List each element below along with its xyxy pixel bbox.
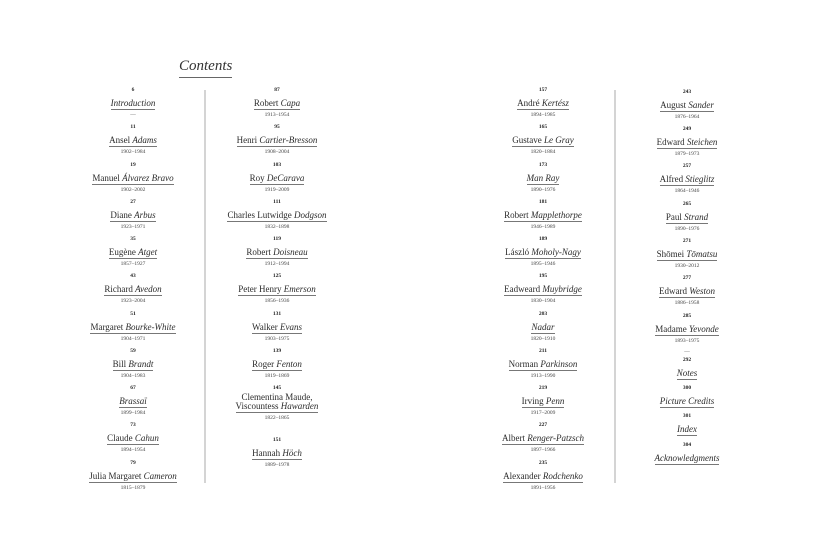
entry-name[interactable] — [677, 425, 697, 436]
page-number: 125 — [272, 273, 282, 279]
given-name: Madame — [655, 324, 690, 334]
toc-entry[interactable] — [207, 88, 347, 119]
surname: Höch — [282, 448, 302, 458]
entry-name[interactable] — [109, 248, 157, 259]
entry-name[interactable] — [655, 325, 718, 336]
given-name: Gustave — [512, 135, 544, 145]
page-number: 227 — [538, 422, 548, 428]
given-name: Edward — [656, 137, 687, 147]
surname: Strand — [684, 212, 709, 222]
given-name: Diane — [110, 210, 135, 220]
page-number: 300 — [682, 385, 692, 391]
life-dates: 1923–2004 — [120, 298, 146, 304]
life-dates: 1856–1936 — [264, 298, 290, 304]
toc-entry[interactable] — [473, 274, 613, 305]
life-dates: — — [130, 112, 136, 118]
surname: Cameron — [143, 471, 177, 481]
page-number: 131 — [272, 311, 282, 317]
surname: Index — [677, 424, 697, 434]
given-name: Norman — [508, 359, 541, 369]
life-dates: 1819–1869 — [264, 373, 290, 379]
page-number: 11 — [130, 124, 136, 130]
surname: Evans — [280, 322, 302, 332]
page-number: 51 — [130, 311, 136, 317]
life-dates: 1946–1989 — [530, 224, 556, 230]
entry-name[interactable] — [252, 360, 302, 371]
entry-name[interactable] — [109, 136, 157, 147]
given-name: Peter Henry — [238, 284, 284, 294]
toc-entry[interactable] — [617, 276, 757, 307]
toc-entry[interactable] — [63, 88, 203, 119]
toc-entry[interactable] — [63, 274, 203, 305]
life-dates: 1890–1976 — [674, 226, 700, 232]
surname: Cahun — [134, 433, 159, 443]
given-name: Robert — [246, 247, 274, 257]
life-dates: 1830–1904 — [530, 298, 556, 304]
given-name: Viscountess — [235, 401, 281, 411]
page-number: 157 — [538, 87, 548, 93]
surname: Man Ray — [526, 173, 560, 183]
column-divider-right — [614, 90, 616, 483]
entry-name[interactable] — [660, 397, 715, 408]
given-name: August — [660, 100, 689, 110]
life-dates: 1923–1971 — [120, 224, 146, 230]
given-name: Alexander — [503, 471, 543, 481]
page-number: 79 — [130, 460, 136, 466]
life-dates: 1864–1946 — [674, 188, 700, 194]
entry-name[interactable] — [111, 99, 156, 110]
page-number: 304 — [682, 442, 692, 448]
entry-name[interactable] — [119, 397, 147, 408]
toc-entry[interactable] — [207, 438, 347, 469]
surname: Picture Credits — [659, 396, 715, 406]
life-dates: 1891–1956 — [530, 485, 556, 491]
entry-name[interactable] — [512, 136, 574, 147]
life-dates: 1894–1954 — [120, 447, 146, 453]
given-name: Shōmei — [656, 249, 687, 259]
page-number: 285 — [682, 313, 692, 319]
life-dates: — — [684, 349, 690, 355]
surname: Doisneau — [273, 247, 308, 257]
entry-name[interactable] — [236, 393, 319, 413]
life-dates: 1904–1983 — [120, 373, 146, 379]
page-number: 301 — [682, 413, 692, 419]
surname: DeCarava — [266, 173, 305, 183]
entry-name[interactable] — [246, 248, 307, 259]
entry-name[interactable] — [107, 434, 159, 445]
given-name: Richard — [104, 284, 136, 294]
given-name: Hannah — [252, 448, 283, 458]
page-number: 151 — [272, 437, 282, 443]
entry-name[interactable] — [252, 323, 302, 334]
surname: Sander — [688, 100, 714, 110]
page-number: 119 — [273, 236, 281, 242]
given-name: Edward — [659, 286, 690, 296]
surname: Kertész — [541, 98, 569, 108]
page-number: 292 — [682, 357, 692, 363]
surname: Álvarez Bravo — [122, 173, 174, 183]
surname: Hawarden — [280, 401, 319, 411]
spacer — [617, 338, 757, 347]
life-dates: 1876–1964 — [674, 114, 700, 120]
entry-name[interactable] — [666, 213, 708, 224]
toc-entry[interactable] — [617, 202, 757, 233]
page-number: 211 — [539, 348, 547, 354]
page-number: 145 — [272, 385, 282, 391]
toc-entry[interactable] — [207, 200, 347, 231]
toc-entry[interactable] — [473, 349, 613, 380]
toc-entry[interactable] — [473, 423, 613, 454]
entry-name[interactable] — [502, 434, 584, 445]
toc-entry[interactable] — [63, 200, 203, 231]
life-dates: 1857–1927 — [120, 261, 146, 267]
entry-name[interactable] — [250, 174, 305, 185]
page-number: 277 — [682, 275, 692, 281]
name-line-1: Clementina Maude, — [241, 392, 313, 402]
given-name: Manuel — [92, 173, 123, 183]
page-number: 165 — [538, 124, 548, 130]
life-dates: 1913–1990 — [530, 373, 556, 379]
page-number: 139 — [272, 348, 282, 354]
page-number: 6 — [131, 87, 135, 93]
given-name: André — [517, 98, 542, 108]
surname: Dodgson — [293, 210, 327, 220]
life-dates: 1815–1879 — [120, 485, 146, 491]
toc-entry[interactable] — [473, 312, 613, 343]
life-dates: 1897–1966 — [530, 447, 556, 453]
entry-name[interactable] — [522, 397, 565, 408]
given-name: Roy — [249, 173, 267, 183]
given-name: Alfred — [659, 174, 686, 184]
surname: Rodchenko — [542, 471, 583, 481]
toc-entry[interactable] — [63, 163, 203, 194]
page-number: 249 — [682, 126, 692, 132]
surname: Cartier-Bresson — [259, 135, 318, 145]
toc-entry[interactable] — [207, 349, 347, 380]
page-number: 181 — [538, 199, 548, 205]
life-dates: 1832–1898 — [264, 224, 290, 230]
entry-name[interactable] — [527, 174, 560, 185]
given-name: Irving — [521, 396, 546, 406]
page-number: 243 — [682, 89, 692, 95]
toc-entry[interactable] — [473, 461, 613, 492]
given-name: Eadweard — [504, 284, 543, 294]
contents-title: Contents — [179, 58, 232, 78]
page-number: 173 — [538, 162, 548, 168]
entry-name[interactable] — [238, 285, 315, 296]
entry-name[interactable] — [660, 101, 714, 112]
surname: Notes — [676, 368, 698, 378]
entry-name[interactable] — [113, 360, 154, 371]
given-name: Claude — [107, 433, 135, 443]
toc-entry[interactable] — [617, 164, 757, 195]
given-name: Robert — [504, 210, 531, 220]
given-name: Ansel — [109, 135, 133, 145]
surname: Moholy-Nagy — [531, 247, 581, 257]
page-number: 27 — [130, 199, 136, 205]
toc-entry[interactable] — [617, 358, 757, 380]
surname: Atget — [138, 247, 158, 257]
column-divider-left — [204, 90, 206, 483]
surname: Renger-Patzsch — [527, 433, 585, 443]
toc-entry[interactable] — [617, 386, 757, 408]
entry-name[interactable] — [110, 211, 155, 222]
toc-entry[interactable] — [63, 125, 203, 156]
page-number: 203 — [538, 311, 548, 317]
page-number: 67 — [130, 385, 136, 391]
given-name: Paul — [665, 212, 685, 222]
toc-entry[interactable] — [63, 237, 203, 268]
toc-entry[interactable] — [617, 443, 757, 465]
given-name: Henri — [236, 135, 260, 145]
surname: Fenton — [276, 359, 302, 369]
toc-entry[interactable] — [617, 414, 757, 436]
entry-name[interactable] — [252, 449, 302, 460]
page-number: 87 — [274, 87, 280, 93]
surname: Steichen — [686, 137, 718, 147]
page-number: 189 — [538, 236, 548, 242]
surname: Emerson — [283, 284, 316, 294]
given-name: Charles Lutwidge — [227, 210, 294, 220]
surname: Parkinson — [540, 359, 578, 369]
life-dates: 1893–1975 — [674, 338, 700, 344]
surname: Le Gray — [544, 135, 574, 145]
entry-name[interactable] — [89, 472, 177, 483]
given-name: Bill — [112, 359, 129, 369]
surname: Mapplethorpe — [530, 210, 582, 220]
life-dates: 1903–1975 — [264, 336, 290, 342]
toc-entry[interactable] — [473, 125, 613, 156]
given-name: Eugène — [108, 247, 139, 257]
given-name: Albert — [501, 433, 528, 443]
toc-entry[interactable] — [617, 239, 757, 270]
entry-name[interactable] — [657, 138, 718, 149]
surname: Brassaï — [119, 396, 147, 406]
given-name: Margaret — [90, 322, 126, 332]
entry-name[interactable] — [659, 287, 715, 298]
life-dates: 1908–2004 — [264, 149, 290, 155]
toc-entry[interactable] — [207, 125, 347, 156]
page-number: 111 — [273, 199, 281, 205]
surname: Nadar — [531, 322, 555, 332]
surname: Introduction — [110, 98, 156, 108]
entry-name[interactable] — [509, 360, 578, 371]
given-name: László — [505, 247, 532, 257]
entry-name[interactable] — [504, 285, 582, 296]
surname: Muybridge — [542, 284, 582, 294]
toc-entry[interactable] — [473, 88, 613, 119]
entry-name[interactable] — [657, 250, 718, 261]
entry-name[interactable] — [660, 175, 715, 186]
toc-entry[interactable] — [207, 386, 347, 422]
page-number: 59 — [130, 348, 136, 354]
entry-name[interactable] — [227, 211, 326, 222]
life-dates: 1913–1954 — [264, 112, 290, 118]
toc-entry[interactable] — [473, 237, 613, 268]
toc-entry[interactable] — [617, 338, 757, 356]
entry-name[interactable] — [104, 285, 161, 296]
toc-entry[interactable] — [473, 200, 613, 231]
entry-name[interactable] — [92, 174, 173, 185]
page-number: 103 — [272, 162, 282, 168]
surname: Brandt — [128, 359, 154, 369]
toc-entry[interactable] — [617, 127, 757, 158]
entry-name[interactable] — [90, 323, 175, 334]
life-dates: 1919–2009 — [264, 187, 290, 193]
surname: Stieglitz — [685, 174, 715, 184]
life-dates: 1820–1910 — [530, 336, 556, 342]
entry-name[interactable] — [517, 99, 569, 110]
given-name: Robert — [253, 98, 281, 108]
life-dates: 1902–1984 — [120, 149, 146, 155]
life-dates: 1904–1971 — [120, 336, 146, 342]
entry-name[interactable] — [677, 369, 698, 380]
toc-entry[interactable] — [63, 312, 203, 343]
surname: Yevonde — [689, 324, 719, 334]
toc-entry[interactable] — [63, 423, 203, 454]
life-dates: 1886–1958 — [674, 300, 700, 306]
life-dates: 1895–1946 — [530, 261, 556, 267]
surname: Capa — [280, 98, 301, 108]
entry-name[interactable] — [505, 248, 581, 259]
toc-entry[interactable] — [473, 386, 613, 417]
page-number: 35 — [130, 236, 136, 242]
toc-entry[interactable] — [473, 163, 613, 194]
page-number: 257 — [682, 163, 692, 169]
entry-name[interactable] — [504, 211, 582, 222]
given-name: Roger — [252, 359, 277, 369]
page-number: 195 — [538, 273, 548, 279]
toc-entry[interactable] — [207, 274, 347, 305]
toc-entry[interactable] — [617, 90, 757, 121]
life-dates: 1822–1865 — [264, 415, 290, 421]
surname: Avedon — [135, 284, 162, 294]
surname: Acknowledgments — [654, 453, 720, 463]
entry-name[interactable] — [254, 99, 300, 110]
toc-entry[interactable] — [207, 163, 347, 194]
page-number: 43 — [130, 273, 136, 279]
page-number: 235 — [538, 460, 548, 466]
page-number: 219 — [538, 385, 548, 391]
life-dates: 1917–2009 — [530, 410, 556, 416]
life-dates: 1894–1985 — [530, 112, 556, 118]
entry-name[interactable] — [531, 323, 554, 334]
entry-name[interactable] — [503, 472, 583, 483]
life-dates: 1889–1978 — [264, 462, 290, 468]
page-number: 19 — [130, 162, 136, 168]
page-number: 95 — [274, 124, 280, 130]
surname: Bourke-White — [125, 322, 176, 332]
surname: Penn — [545, 396, 565, 406]
page-number: 265 — [682, 201, 692, 207]
life-dates: 1912–1994 — [264, 261, 290, 267]
life-dates: 1879–1973 — [674, 151, 700, 157]
toc-entry[interactable] — [207, 237, 347, 268]
page-number: 271 — [682, 238, 692, 244]
life-dates: 1890–1976 — [530, 187, 556, 193]
surname: Arbus — [134, 210, 156, 220]
surname: Tōmatsu — [686, 249, 718, 259]
surname: Adams — [132, 135, 157, 145]
surname: Weston — [689, 286, 715, 296]
page-number: 73 — [130, 422, 136, 428]
life-dates: 1899–1984 — [120, 410, 146, 416]
entry-name[interactable] — [237, 136, 318, 147]
life-dates: 1930–2012 — [674, 263, 700, 269]
toc-entry[interactable] — [207, 312, 347, 343]
given-name: Walker — [251, 322, 280, 332]
toc-entry[interactable] — [63, 349, 203, 380]
toc-entry[interactable] — [63, 461, 203, 492]
life-dates: 1820–1884 — [530, 149, 556, 155]
life-dates: 1902–2002 — [120, 187, 146, 193]
entry-name[interactable] — [655, 454, 720, 465]
toc-entry[interactable] — [63, 386, 203, 417]
given-name: Julia Margaret — [89, 471, 144, 481]
